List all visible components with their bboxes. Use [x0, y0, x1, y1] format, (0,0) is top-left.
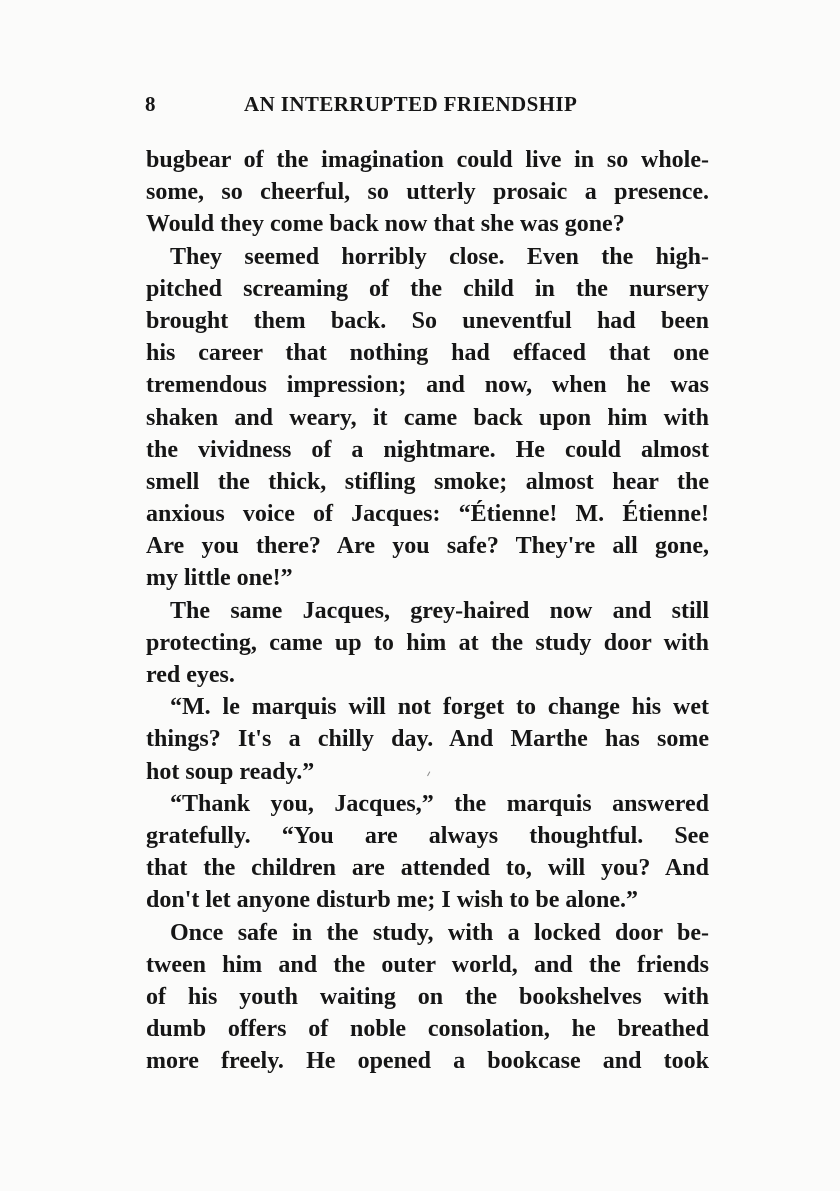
- text-line: hot soup ready.”: [146, 758, 315, 785]
- body-text: [146, 144, 709, 1077]
- text-line: protecting, came up to him at the study door with: [146, 629, 709, 656]
- text-line: tremendous impression; and now, when he was: [146, 372, 709, 399]
- text-line: tween him and the outer world, and the friends: [146, 951, 709, 978]
- text-line: anxious voice of Jacques: “Étienne! M. Étienne!: [146, 501, 709, 528]
- text-line: “M. le marquis will not forget to change his wet: [170, 694, 709, 721]
- text-line: “Thank you, Jacques,” the marquis answered: [170, 790, 709, 817]
- text-line: things? It's a chilly day. And Marthe has some: [146, 726, 709, 753]
- text-line: more freely. He opened a bookcase and took: [146, 1048, 709, 1075]
- text-line: shaken and weary, it came back upon him with: [146, 404, 709, 431]
- text-line: brought them back. So uneventful had been: [146, 307, 709, 334]
- text-line: that the children are attended to, will you? And: [146, 855, 709, 882]
- text-line: dumb offers of noble consolation, he breathed: [146, 1016, 709, 1043]
- running-title: AN INTERRUPTED FRIENDSHIP: [244, 92, 578, 116]
- text-line: smell the thick, stifling smoke; almost hear the: [146, 468, 709, 495]
- text-line: the vividness of a nightmare. He could almost: [146, 436, 709, 463]
- text-line: pitched screaming of the child in the nursery: [146, 275, 709, 302]
- text-line: his career that nothing had effaced that one: [146, 340, 709, 367]
- text-line: some, so cheerful, so utterly prosaic a presence.: [146, 179, 709, 206]
- text-line: The same Jacques, grey-haired now and still: [170, 597, 709, 624]
- page-number: 8: [145, 92, 156, 116]
- running-header: [145, 92, 710, 126]
- text-line: don't let anyone disturb me; I wish to be alone.”: [146, 887, 639, 914]
- text-line: Once safe in the study, with a locked door be-: [170, 919, 709, 946]
- text-line: Would they come back now that she was gone?: [146, 211, 625, 238]
- text-line: my little one!”: [146, 565, 293, 592]
- text-line: of his youth waiting on the bookshelves with: [146, 983, 709, 1010]
- text-line: gratefully. “You are always thoughtful. See: [146, 822, 709, 849]
- text-line: red eyes.: [146, 662, 235, 688]
- text-line: They seemed horribly close. Even the high-: [170, 243, 709, 270]
- text-line: Are you there? Are you safe? They're all gone,: [146, 533, 709, 560]
- text-line: bugbear of the imagination could live in so whole-: [146, 147, 709, 173]
